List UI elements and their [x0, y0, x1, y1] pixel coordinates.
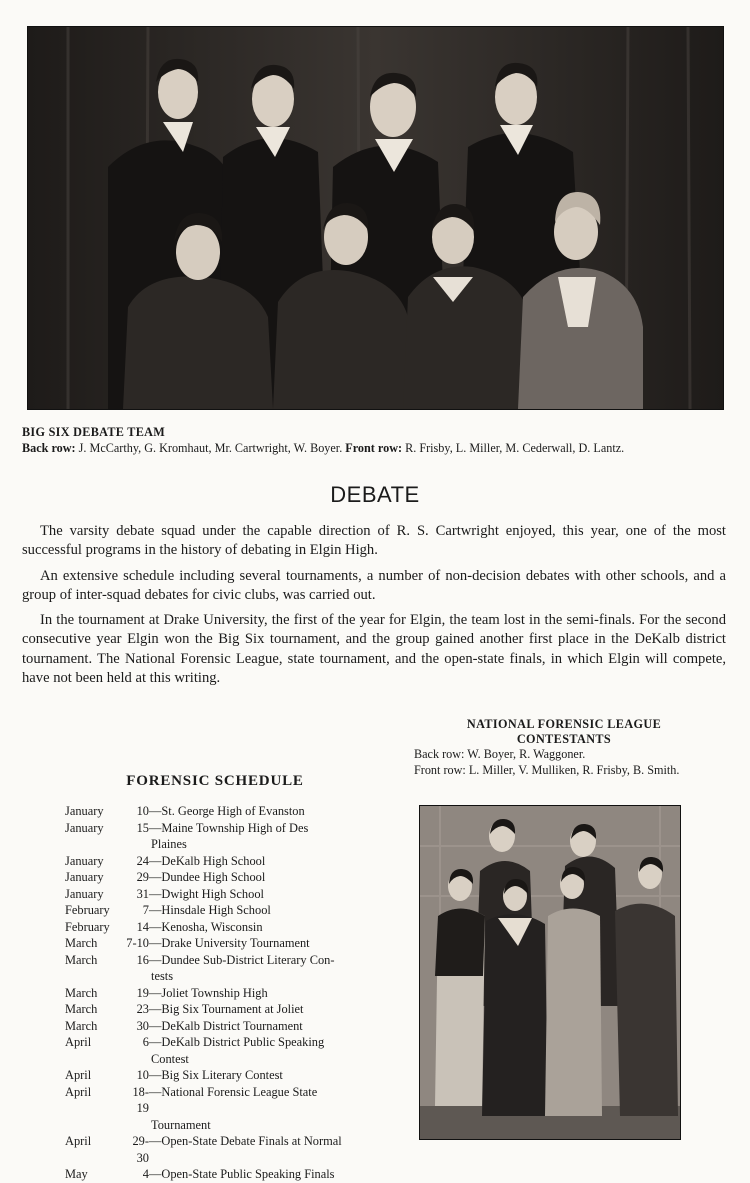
entry-month: April	[65, 1084, 92, 1099]
team-photo	[27, 26, 724, 410]
schedule-entry: January 15 — Maine Township High of Des Plaines	[65, 820, 365, 853]
entry-day: 29-30	[132, 1134, 149, 1165]
entry-event: Joliet Township High	[161, 985, 268, 1000]
entry-event: DeKalb High School	[161, 853, 266, 868]
nfl-photo	[419, 805, 681, 1140]
front-row-names: R. Frisby, L. Miller, M. Cederwall, D. Lantz.	[405, 440, 625, 455]
nfl-photo-caption	[414, 717, 714, 778]
entry-month: March	[65, 985, 98, 1000]
entry-day: 15	[136, 820, 149, 835]
article-paragraph: An extensive schedule including several tournaments, a number of non-decision debates with other schools, and a group of inter-squad debates for civic clubs, was carried out.	[22, 567, 726, 603]
nfl-back-row: Back row: W. Boyer, R. Waggoner.	[414, 747, 586, 762]
nfl-photo-illustration	[420, 806, 680, 1139]
entry-month: January	[65, 853, 104, 868]
back-row-names: J. McCarthy, G. Kromhaut, Mr. Cartwright, W. Boyer.	[78, 440, 343, 455]
team-caption-title: BIG SIX DEBATE TEAM	[22, 425, 166, 439]
schedule-entry: January 31 — Dwight High School	[65, 886, 365, 903]
entry-event: St. George High of Evanston	[161, 804, 305, 818]
entry-event: Dundee High School	[161, 870, 266, 884]
entry-event: Open-State Debate Finals at Normal	[161, 1134, 342, 1148]
entry-month: January	[65, 886, 104, 901]
schedule-entry: March 19 — Joliet Township High	[65, 985, 365, 1002]
entry-event-continued: Tournament	[151, 1117, 211, 1132]
schedule-entry: April 6 — DeKalb District Public Speaking Contest	[65, 1034, 365, 1067]
entry-event-continued: Plaines	[151, 837, 187, 851]
entry-event-continued: Contest	[151, 1051, 189, 1066]
schedule-entry: January 24 — DeKalb High School	[65, 853, 365, 870]
team-photo-illustration	[28, 27, 723, 409]
entry-month: February	[65, 919, 110, 934]
entry-day: 31	[136, 886, 149, 901]
entry-month: January	[65, 870, 104, 884]
entry-day: 19	[136, 985, 149, 1000]
schedule-entry: April 18-19 — National Forensic League State Tournament	[65, 1084, 365, 1134]
schedule-entry: May 4 — Open-State Public Speaking Finals	[65, 1166, 365, 1183]
entry-event-continued: tests	[151, 969, 174, 983]
schedule-entry: February 14 — Kenosha, Wisconsin	[65, 919, 365, 936]
entry-event: Kenosha, Wisconsin	[161, 919, 263, 934]
schedule-title: FORENSIC SCHEDULE	[126, 773, 304, 789]
entry-event: DeKalb District Public Speaking	[161, 1035, 325, 1049]
entry-month: February	[65, 903, 110, 917]
entry-month: April	[65, 1035, 92, 1049]
entry-day: 16	[136, 952, 149, 967]
entry-month: March	[65, 936, 98, 950]
schedule-entry: March 30 — DeKalb District Tournament	[65, 1018, 365, 1035]
entry-event: Maine Township High of Des	[161, 820, 309, 835]
entry-month: January	[65, 804, 104, 818]
entry-day: 24	[136, 853, 149, 868]
schedule-entry: March 7-10 — Drake University Tournament	[65, 935, 365, 952]
entry-event: Dundee Sub-District Literary Con-	[161, 952, 335, 967]
entry-month: March	[65, 1018, 98, 1033]
entry-month: January	[65, 820, 104, 835]
entry-day: 30	[136, 1018, 149, 1033]
entry-day: 10	[136, 1068, 149, 1082]
article-body	[22, 522, 726, 694]
entry-month: May	[65, 1167, 88, 1181]
nfl-caption-title-line2: CONTESTANTS	[516, 732, 612, 747]
article-paragraph: The varsity debate squad under the capable direction of R. S. Cartwright enjoyed, this year, one of the most successful programs in the history of debating in Elgin High.	[22, 523, 726, 559]
schedule-entry: March 23 — Big Six Tournament at Joliet	[65, 1001, 365, 1018]
entry-day: 4	[142, 1167, 149, 1181]
entry-event: DeKalb District Tournament	[161, 1018, 303, 1033]
entry-day: 10	[136, 804, 149, 818]
entry-event: Dwight High School	[161, 886, 264, 901]
entry-day: 18-19	[132, 1084, 149, 1115]
schedule-entry: February 7 — Hinsdale High School	[65, 902, 365, 919]
team-photo-caption	[22, 425, 727, 456]
forensic-schedule	[65, 803, 365, 1183]
schedule-entry: January 10 — St. George High of Evanston	[65, 803, 365, 820]
article-paragraph: In the tournament at Drake University, the first of the year for Elgin, the team lost in the semi-finals. For the second consecutive year Elgin won the Big Six tournament, and the group gained another first place in the DeKalb district tournament. The National Forensic League, state tournament, and the open-state finals, in which Elgin will compete, have not been held at this writing.	[22, 612, 726, 687]
schedule-entry: April 29-30 — Open-State Debate Finals at Normal	[65, 1133, 365, 1166]
entry-day: 7-10	[126, 936, 149, 950]
nfl-caption-title-line1: NATIONAL FORENSIC LEAGUE	[466, 717, 662, 731]
entry-day: 6	[142, 1035, 149, 1049]
entry-event: Drake University Tournament	[161, 936, 310, 950]
entry-month: March	[65, 952, 98, 967]
entry-event: National Forensic League State	[161, 1084, 318, 1099]
front-row-label: Front row:	[345, 440, 403, 455]
entry-month: April	[65, 1134, 92, 1148]
entry-event: Hinsdale High School	[161, 903, 271, 917]
nfl-front-row: Front row: L. Miller, V. Mulliken, R. Frisby, B. Smith.	[414, 762, 680, 777]
schedule-entry: April 10 — Big Six Literary Contest	[65, 1067, 365, 1084]
entry-month: April	[65, 1068, 92, 1082]
entry-day: 23	[136, 1002, 149, 1016]
entry-event: Big Six Tournament at Joliet	[161, 1002, 304, 1016]
entry-day: 14	[136, 919, 149, 934]
entry-day: 29	[136, 870, 149, 884]
entry-month: March	[65, 1002, 98, 1016]
entry-day: 7	[142, 903, 149, 917]
schedule-entry: January 29 — Dundee High School	[65, 869, 365, 886]
entry-event: Open-State Public Speaking Finals	[161, 1167, 335, 1181]
back-row-label: Back row:	[22, 440, 76, 455]
team-caption-names	[22, 441, 727, 457]
article-heading: DEBATE	[330, 482, 420, 507]
schedule-entry: March 16 — Dundee Sub-District Literary Con- tests	[65, 952, 365, 985]
entry-event: Big Six Literary Contest	[161, 1068, 283, 1082]
